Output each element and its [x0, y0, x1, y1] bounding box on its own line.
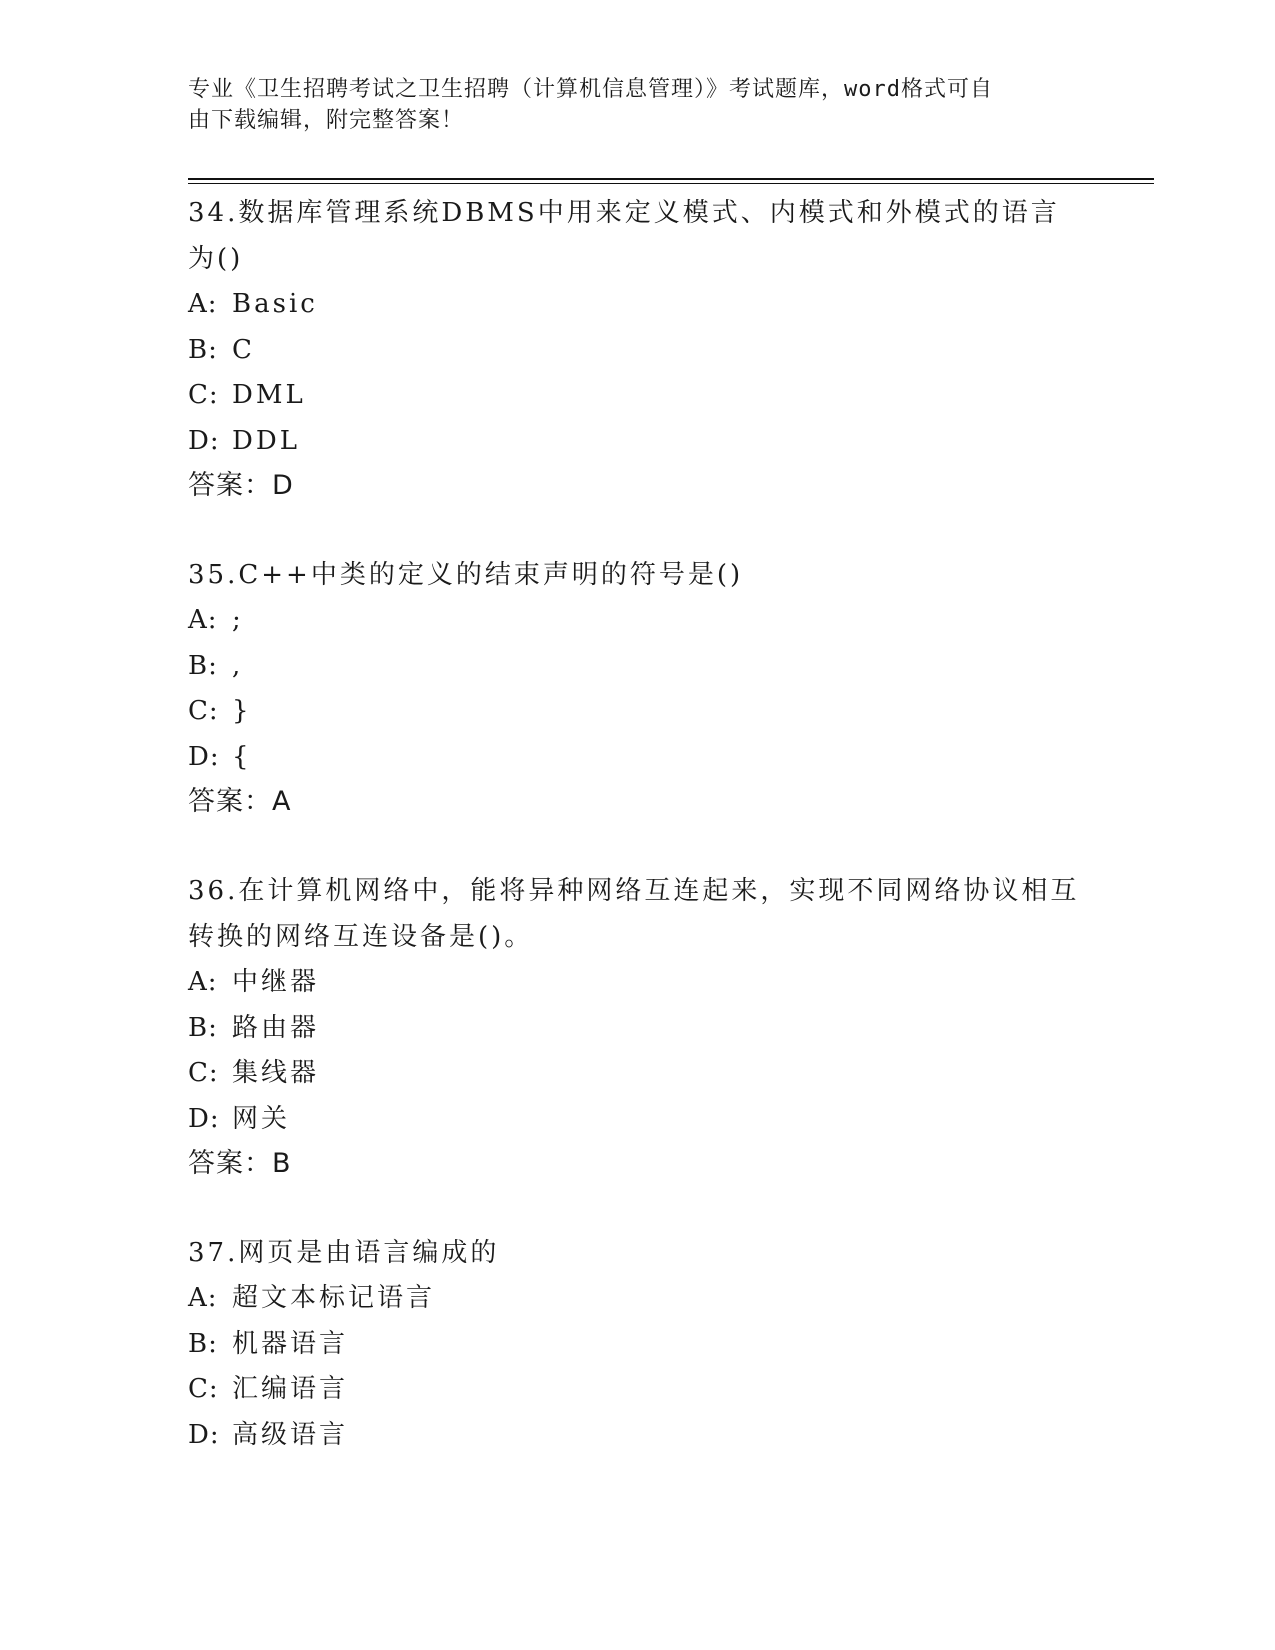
option-text: 中继器 — [232, 967, 320, 997]
answer-label: 答案： — [188, 470, 272, 501]
answer-value: B — [272, 1148, 292, 1179]
question-text: 35.C++中类的定义的结束声明的符号是() — [188, 560, 744, 590]
option-letter: C: — [188, 1058, 219, 1088]
option-text: } — [232, 696, 252, 726]
option-text: 网关 — [232, 1103, 291, 1134]
option-letter: A: — [188, 605, 218, 635]
question-36 — [188, 868, 1088, 1186]
answer-label: 答案： — [188, 1148, 272, 1179]
option-letter: D: — [188, 1419, 220, 1450]
option-text: DML — [232, 380, 306, 410]
question-34 — [188, 190, 1088, 508]
question-text: 37.网页是由语言编成的 — [188, 1238, 500, 1268]
question-37 — [188, 1230, 1088, 1458]
answer-value: D — [272, 470, 294, 501]
option-letter: D: — [188, 741, 220, 772]
option-letter: C: — [188, 380, 219, 410]
option-c — [188, 689, 1088, 735]
option-text: Basic — [232, 289, 318, 319]
option-text: 机器语言 — [232, 1328, 349, 1359]
option-letter: A: — [188, 289, 218, 319]
option-text: 汇编语言 — [232, 1374, 349, 1404]
option-letter: B: — [188, 1328, 218, 1359]
option-letter: B: — [188, 334, 218, 365]
answer-line — [188, 1142, 1088, 1186]
option-letter: C: — [188, 696, 219, 726]
option-c — [188, 1367, 1088, 1413]
option-text: DDL — [232, 425, 300, 456]
option-text: 高级语言 — [232, 1419, 349, 1450]
option-text: , — [232, 650, 244, 681]
intro-line-2: 由下载编辑，附完整答案！ — [188, 108, 465, 133]
option-letter: A: — [188, 967, 218, 997]
answer-value: A — [272, 786, 292, 817]
option-b — [188, 644, 1088, 690]
option-text: { — [232, 741, 252, 772]
header-divider-top — [188, 178, 1154, 180]
intro-line-1: 专业《卫生招聘考试之卫生招聘（计算机信息管理）》考试题库，word格式可自 — [188, 77, 993, 102]
option-b — [188, 1322, 1088, 1368]
question-text: 34.数据库管理系统DBMS中用来定义模式、内模式和外模式的语言为() — [188, 198, 1060, 274]
option-d — [188, 1097, 1088, 1143]
option-a — [188, 960, 1088, 1006]
answer-label: 答案： — [188, 786, 272, 817]
question-list — [188, 190, 1088, 1502]
answer-line — [188, 780, 1088, 824]
option-letter: C: — [188, 1374, 219, 1404]
option-text: 集线器 — [232, 1058, 320, 1088]
header-divider-bottom — [188, 183, 1154, 184]
option-d — [188, 735, 1088, 781]
option-text: 超文本标记语言 — [232, 1283, 436, 1313]
option-text: ; — [232, 605, 244, 635]
option-letter: D: — [188, 1103, 220, 1134]
option-a — [188, 282, 1088, 328]
option-a — [188, 598, 1088, 644]
option-letter: B: — [188, 1012, 218, 1043]
option-d — [188, 419, 1088, 465]
option-c — [188, 1051, 1088, 1097]
document-intro — [188, 74, 1068, 136]
option-letter: D: — [188, 425, 220, 456]
option-text: C — [232, 334, 255, 365]
question-text: 36.在计算机网络中，能将异种网络互连起来，实现不同网络协议相互转换的网络互连设备是()。 — [188, 876, 1080, 952]
option-b — [188, 1006, 1088, 1052]
option-a — [188, 1276, 1088, 1322]
option-b — [188, 328, 1088, 374]
option-letter: B: — [188, 650, 218, 681]
option-d — [188, 1413, 1088, 1459]
answer-line — [188, 464, 1088, 508]
question-35 — [188, 552, 1088, 824]
option-c — [188, 373, 1088, 419]
option-text: 路由器 — [232, 1012, 320, 1043]
option-letter: A: — [188, 1283, 218, 1313]
